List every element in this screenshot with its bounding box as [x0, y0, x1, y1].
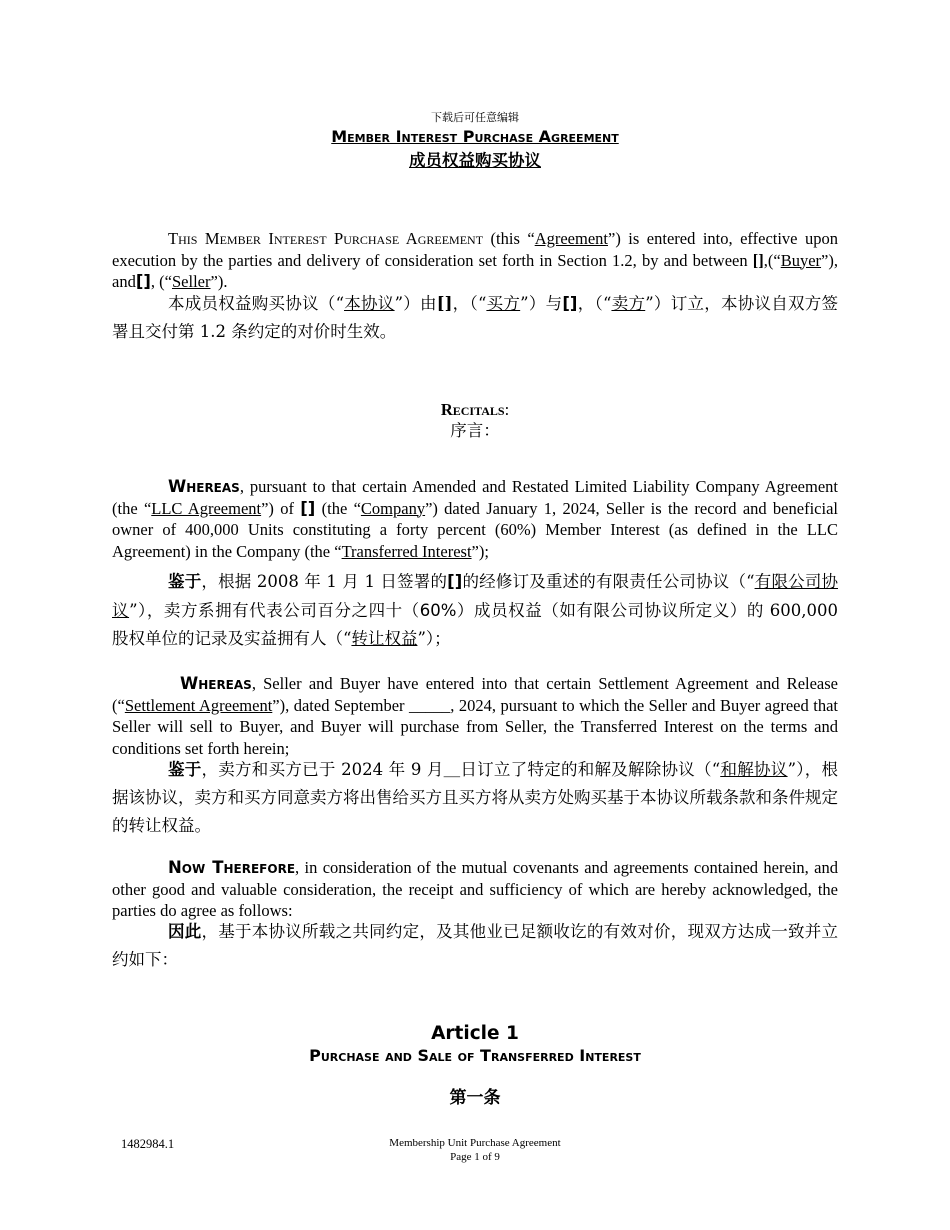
defined-term-llc-agreement-cn: 有限公司协议	[112, 572, 838, 620]
blank-bracket: []	[300, 498, 316, 518]
now-therefore-paragraph-cn: 因此，基于本协议所载之共同约定，及其他业已足额收讫的有效对价，现双方达成一致并立约如下：	[112, 922, 839, 969]
now-therefore-paragraph-en: Now Therefore, in consideration of the mutual covenants and agreements contained herein, and other good and valuable consideration, the receipt and sufficiency of which are hereby acknowledged, the parties do agree as follows:	[112, 858, 838, 920]
defined-term-transferred-interest-cn: 转让权益	[351, 629, 418, 648]
defined-term-settlement-agreement-cn: 和解协议	[720, 760, 788, 779]
blank-bracket: []	[135, 272, 151, 291]
now-therefore-lead: Now Therefore	[168, 858, 296, 877]
footer-page-number: Page 1 of 9	[450, 1151, 500, 1163]
defined-term-transferred-interest: Transferred Interest	[341, 541, 472, 561]
whereas-lead: Whereas	[180, 674, 252, 693]
intro-lead: This Member Interest Purchase Agreement	[168, 229, 484, 248]
footer-doc-name: Membership Unit Purchase Agreement	[389, 1137, 561, 1149]
defined-term-settlement-agreement: Settlement Agreement	[124, 695, 273, 715]
footer-doc-id: 1482984.1	[121, 1137, 175, 1151]
article-title: Purchase and Sale of Transferred Interest	[309, 1046, 641, 1065]
defined-term-seller: Seller	[172, 272, 211, 291]
percentage-value: 60%	[419, 600, 457, 620]
whereas-lead: Whereas	[168, 477, 240, 496]
article-title-cn: 第一条	[449, 1088, 501, 1108]
defined-term-buyer: Buyer	[780, 250, 822, 270]
whereas-paragraph-2-en: Whereas, Seller and Buyer have entered into that certain Settlement Agreement and Release (“Settlement Agreement”), dated September _____, 2024, pursuant to which the Seller and Buyer agreed that Seller will sell to Buyer, and Buyer will purchase from Seller, the Transferred Interest on the terms and conditions set forth herein;	[112, 674, 838, 758]
defined-term-seller-cn: 卖方	[611, 294, 646, 313]
whereas-paragraph-1-cn: 鉴于，根据 2008 年 1 月 1 日签署的[]的经修订及重述的有限责任公司协议（“有限公司协议”），卖方系拥有代表公司百分之四十（60%）成员权益（如有限公司协议所定义）的 600,000 股权单位的记录及实益拥有人（“转让权益”）；	[112, 572, 839, 648]
intro-paragraph-cn: 本成员权益购买协议（“本协议”）由[]，（“买方”）与[]，（“卖方”）订立，本协议自双方签署且交付第 1.2 条约定的对价时生效。	[112, 294, 839, 341]
now-therefore-lead-cn: 因此	[168, 922, 202, 941]
defined-term-agreement-cn: 本协议	[344, 294, 395, 313]
whereas-lead-cn: 鉴于	[168, 572, 202, 591]
blank-bracket: []	[447, 572, 463, 591]
recitals-heading-cn: 序言：	[450, 421, 500, 440]
recitals-heading: Recitals:	[440, 400, 510, 419]
blank-bracket: []	[436, 294, 453, 313]
article-number: Article 1	[431, 1023, 519, 1044]
whereas-paragraph-1-en: Whereas, pursuant to that certain Amended and Restated Limited Liability Company Agreement (the “LLC Agreement”) of [] (the “Company”) dated January 1, 2024, Seller is the record and beneficial owner of 400,000 Units constituting a forty percent (60%) Member Interest (as defined in the LLC Agreement) in the Company (the “Transferred Interest”);	[112, 477, 838, 561]
intro-paragraph-en: This Member Interest Purchase Agreement (this “Agreement”) is entered into, effective upon execution by the parties and delivery of consideration set forth in Section 1.2, by and between [],(“Buyer”), and[], (“Seller”).	[112, 229, 838, 291]
whereas-paragraph-2-cn: 鉴于，卖方和买方已于 2024 年 9 月＿日订立了特定的和解及解除协议（“和解协议”），根据该协议，卖方和买方同意卖方将出售给买方且买方将从卖方处购买基于本协议所载条款和条件规定的转让权益。	[112, 760, 839, 835]
document-title: Member Interest Purchase Agreement	[331, 127, 619, 146]
defined-term-company: Company	[360, 498, 426, 518]
whereas-lead-cn: 鉴于	[168, 760, 202, 779]
document-title-cn: 成员权益购买协议	[409, 151, 541, 170]
defined-term-agreement: Agreement	[534, 229, 608, 248]
defined-term-buyer-cn: 买方	[486, 294, 521, 313]
download-note: 下载后可任意编辑	[431, 112, 519, 124]
defined-term-llc-agreement: LLC Agreement	[151, 498, 262, 518]
blank-bracket: []	[562, 294, 578, 313]
blank-bracket: []	[752, 250, 764, 270]
